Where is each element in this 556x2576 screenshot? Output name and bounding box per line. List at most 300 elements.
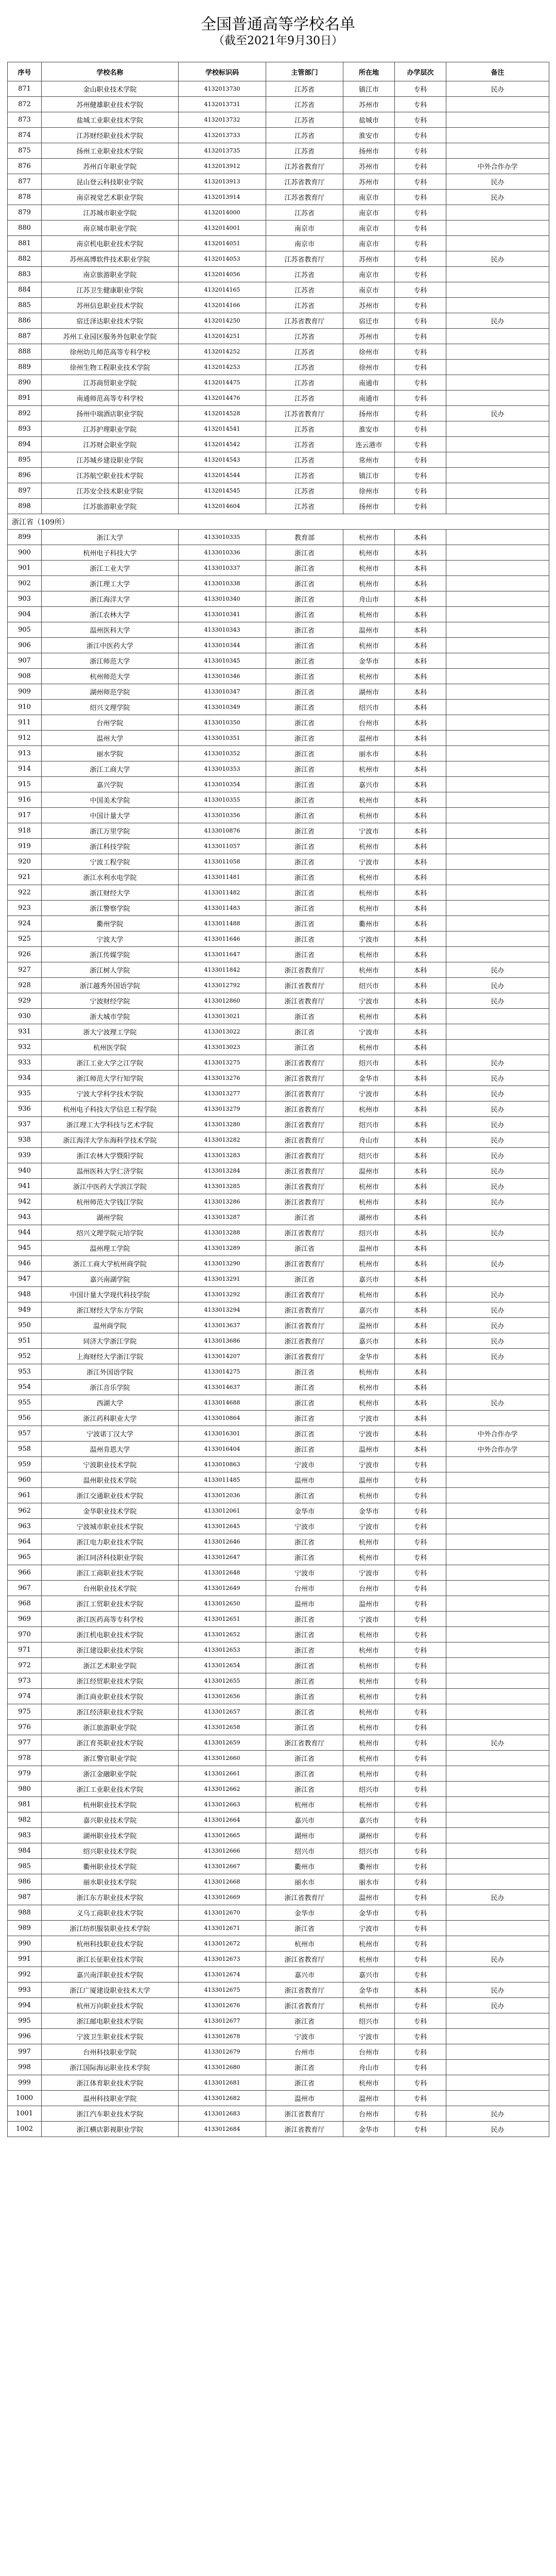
cell-level: 专科 (395, 1472, 446, 1488)
cell-level: 本科 (395, 1380, 446, 1395)
table-row (8, 344, 549, 360)
cell-location: 苏州市 (343, 97, 395, 112)
cell-location: 杭州市 (343, 962, 395, 978)
cell-location: 宁波市 (343, 993, 395, 1009)
table-row (8, 1101, 549, 1117)
cell-school-name: 上海财经大学浙江学院 (42, 1349, 179, 1364)
cell-school-code: 4133012647 (179, 1550, 266, 1565)
cell-school-name: 绍兴文理学院 (42, 700, 179, 715)
cell-authority: 温州市 (266, 1596, 343, 1612)
cell-school-name: 绍兴文理学院元培学院 (42, 1225, 179, 1241)
cell-authority: 浙江省 (266, 1550, 343, 1565)
cell-level: 专科 (395, 1967, 446, 1982)
cell-note: 民办 (446, 1225, 549, 1241)
table-row (8, 1179, 549, 1194)
cell-school-code: 4133012674 (179, 1967, 266, 1982)
cell-location: 杭州市 (343, 1797, 395, 1812)
cell-index: 878 (8, 190, 42, 205)
cell-index: 942 (8, 1194, 42, 1210)
cell-location: 嘉兴市 (343, 1812, 395, 1828)
cell-school-name: 江苏城乡建设职业学院 (42, 452, 179, 468)
table-row (8, 112, 549, 128)
cell-school-name: 浙江旅游职业学院 (42, 1720, 179, 1735)
cell-note (446, 1704, 549, 1720)
cell-school-code: 4133013287 (179, 1210, 266, 1225)
cell-location: 温州市 (343, 1442, 395, 1457)
cell-level: 专科 (395, 2122, 446, 2137)
cell-index: 886 (8, 313, 42, 329)
cell-level: 专科 (395, 406, 446, 421)
cell-location: 金华市 (343, 1071, 395, 1086)
cell-note (446, 1024, 549, 1040)
cell-authority: 江苏省 (266, 267, 343, 282)
cell-school-code: 4133012659 (179, 1735, 266, 1751)
cell-school-name: 浙江电力职业技术学院 (42, 1534, 179, 1550)
cell-level: 本科 (395, 1117, 446, 1132)
cell-school-name: 浙江工商职业技术学院 (42, 1565, 179, 1581)
table-row (8, 391, 549, 406)
cell-school-name: 浙江工商大学 (42, 761, 179, 777)
cell-location: 金华市 (343, 2122, 395, 2137)
cell-authority: 江苏省教育厅 (266, 251, 343, 267)
cell-school-code: 4133013276 (179, 1071, 266, 1086)
cell-level: 专科 (395, 97, 446, 112)
cell-location: 杭州市 (343, 2075, 395, 2091)
cell-school-name: 浙江建设职业技术学院 (42, 1642, 179, 1658)
cell-location: 杭州市 (343, 561, 395, 576)
cell-school-code: 4132014544 (179, 468, 266, 483)
cell-index: 918 (8, 823, 42, 839)
cell-location: 盐城市 (343, 112, 395, 128)
cell-location: 杭州市 (343, 1380, 395, 1395)
table-row (8, 1086, 549, 1101)
cell-authority: 南京市 (266, 236, 343, 251)
cell-note (446, 1241, 549, 1256)
cell-index: 941 (8, 1179, 42, 1194)
cell-school-code: 4133012036 (179, 1488, 266, 1503)
cell-school-code: 4132014250 (179, 313, 266, 329)
cell-school-code: 4133012646 (179, 1534, 266, 1550)
cell-level: 专科 (395, 2091, 446, 2106)
cell-authority: 浙江省教育厅 (266, 978, 343, 993)
cell-authority: 浙江省 (266, 870, 343, 885)
cell-level: 本科 (395, 1442, 446, 1457)
cell-level: 专科 (395, 1519, 446, 1534)
cell-authority: 浙江省 (266, 1534, 343, 1550)
cell-note (446, 870, 549, 885)
cell-index: 910 (8, 700, 42, 715)
cell-level: 本科 (395, 808, 446, 823)
cell-note: 民办 (446, 190, 549, 205)
table-row (8, 931, 549, 947)
cell-location: 徐州市 (343, 483, 395, 499)
cell-level: 专科 (395, 2013, 446, 2029)
cell-location: 绍兴市 (343, 1117, 395, 1132)
cell-authority: 浙江省 (266, 1210, 343, 1225)
cell-note (446, 1364, 549, 1380)
cell-index: 937 (8, 1117, 42, 1132)
cell-index: 889 (8, 360, 42, 375)
table-row (8, 561, 549, 576)
cell-authority: 浙江省 (266, 561, 343, 576)
cell-index: 963 (8, 1519, 42, 1534)
cell-school-code: 4133013289 (179, 1241, 266, 1256)
header-index: 序号 (8, 62, 42, 81)
cell-authority: 浙江省 (266, 1364, 343, 1380)
cell-index: 940 (8, 1163, 42, 1179)
cell-location: 绍兴市 (343, 1782, 395, 1797)
cell-authority: 江苏省 (266, 128, 343, 143)
cell-location: 苏州市 (343, 174, 395, 190)
cell-index: 986 (8, 1874, 42, 1890)
cell-level: 专科 (395, 1704, 446, 1720)
cell-location: 绍兴市 (343, 978, 395, 993)
cell-level: 本科 (395, 684, 446, 700)
cell-school-name: 台州科技职业学院 (42, 2044, 179, 2060)
cell-location: 杭州市 (343, 1009, 395, 1024)
cell-level: 本科 (395, 746, 446, 761)
cell-index: 913 (8, 746, 42, 761)
cell-authority: 江苏省 (266, 375, 343, 391)
cell-location: 南京市 (343, 267, 395, 282)
cell-school-code: 4133010349 (179, 700, 266, 715)
cell-school-name: 温州理工学院 (42, 1241, 179, 1256)
cell-note: 民办 (446, 1735, 549, 1751)
table-row (8, 1658, 549, 1673)
cell-index: 982 (8, 1812, 42, 1828)
cell-authority: 江苏省 (266, 112, 343, 128)
table-row (8, 1503, 549, 1519)
cell-school-name: 浙江财经大学东方学院 (42, 1302, 179, 1318)
cell-school-name: 苏州高博软件技术职业学院 (42, 251, 179, 267)
table-row (8, 684, 549, 700)
cell-index: 961 (8, 1488, 42, 1503)
cell-level: 专科 (395, 1658, 446, 1673)
cell-school-code: 4133012673 (179, 1952, 266, 1967)
cell-level: 专科 (395, 1627, 446, 1642)
cell-index: 953 (8, 1364, 42, 1380)
cell-note: 民办 (446, 1101, 549, 1117)
cell-level: 专科 (395, 360, 446, 375)
cell-school-code: 4132013731 (179, 97, 266, 112)
cell-index: 943 (8, 1210, 42, 1225)
cell-note (446, 823, 549, 839)
cell-index: 924 (8, 916, 42, 931)
cell-school-code: 4133012683 (179, 2106, 266, 2122)
cell-school-name: 江苏财会职业学院 (42, 437, 179, 452)
cell-note (446, 1009, 549, 1024)
cell-school-code: 4133010344 (179, 638, 266, 653)
table-row (8, 174, 549, 190)
cell-note (446, 1812, 549, 1828)
cell-note (446, 530, 549, 545)
cell-note (446, 931, 549, 947)
table-row (8, 468, 549, 483)
cell-level: 本科 (395, 638, 446, 653)
cell-location: 衢州市 (343, 916, 395, 931)
cell-authority: 浙江省 (266, 1612, 343, 1627)
cell-index: 881 (8, 236, 42, 251)
cell-index: 967 (8, 1581, 42, 1596)
cell-location: 舟山市 (343, 591, 395, 607)
table-row (8, 81, 549, 97)
cell-school-name: 丽水学院 (42, 746, 179, 761)
cell-school-name: 温州科技职业学院 (42, 2091, 179, 2106)
cell-index: 892 (8, 406, 42, 421)
cell-level: 本科 (395, 1086, 446, 1101)
cell-school-code: 4133012669 (179, 1890, 266, 1905)
cell-index: 971 (8, 1642, 42, 1658)
cell-school-name: 浙江理工大学 (42, 576, 179, 591)
cell-school-code: 4133012668 (179, 1874, 266, 1890)
cell-authority: 浙江省 (266, 839, 343, 854)
cell-index: 922 (8, 885, 42, 901)
cell-level: 本科 (395, 931, 446, 947)
cell-index: 903 (8, 591, 42, 607)
table-row (8, 421, 549, 437)
table-row (8, 1704, 549, 1720)
cell-index: 928 (8, 978, 42, 993)
table-row (8, 1210, 549, 1225)
table-row (8, 2106, 549, 2122)
cell-school-name: 浙江机电职业技术学院 (42, 1627, 179, 1642)
cell-level: 专科 (395, 159, 446, 174)
cell-location: 杭州市 (343, 1488, 395, 1503)
table-row (8, 1581, 549, 1596)
cell-location: 舟山市 (343, 1132, 395, 1148)
cell-authority: 浙江省教育厅 (266, 1055, 343, 1071)
cell-level: 本科 (395, 761, 446, 777)
cell-note (446, 1874, 549, 1890)
cell-authority: 江苏省教育厅 (266, 190, 343, 205)
cell-location: 温州市 (343, 1596, 395, 1612)
table-row (8, 901, 549, 916)
cell-index: 876 (8, 159, 42, 174)
cell-note (446, 2075, 549, 2091)
cell-authority: 江苏省 (266, 391, 343, 406)
cell-index: 931 (8, 1024, 42, 1040)
cell-school-code: 4133013285 (179, 1179, 266, 1194)
cell-index: 914 (8, 761, 42, 777)
cell-level: 专科 (395, 313, 446, 329)
cell-note (446, 1797, 549, 1812)
cell-school-name: 南京机电职业技术学院 (42, 236, 179, 251)
cell-index: 893 (8, 421, 42, 437)
table-body (8, 81, 549, 2137)
cell-school-name: 浙江工贸职业技术学院 (42, 1596, 179, 1612)
cell-school-name: 湖州职业技术学院 (42, 1828, 179, 1843)
cell-authority: 浙江省 (266, 1488, 343, 1503)
cell-location: 杭州市 (343, 901, 395, 916)
cell-school-code: 4133012675 (179, 1982, 266, 1998)
cell-authority: 浙江省 (266, 715, 343, 731)
cell-school-code: 4133010345 (179, 653, 266, 669)
cell-level: 专科 (395, 2075, 446, 2091)
table-row (8, 1318, 549, 1333)
cell-note: 中外合作办学 (446, 1426, 549, 1442)
cell-note (446, 622, 549, 638)
cell-index: 1000 (8, 2091, 42, 2106)
cell-level: 本科 (395, 1132, 446, 1148)
cell-school-name: 江苏商贸职业学院 (42, 375, 179, 391)
cell-note (446, 143, 549, 159)
cell-level: 本科 (395, 1071, 446, 1086)
cell-index: 962 (8, 1503, 42, 1519)
cell-location: 南京市 (343, 221, 395, 236)
cell-note (446, 2013, 549, 2029)
cell-school-name: 浙大宁波理工学院 (42, 1024, 179, 1040)
cell-location: 嘉兴市 (343, 1272, 395, 1287)
cell-authority: 浙江省 (266, 1040, 343, 1055)
cell-location: 宁波市 (343, 2029, 395, 2044)
cell-index: 879 (8, 205, 42, 221)
cell-level: 专科 (395, 1890, 446, 1905)
cell-authority: 浙江省 (266, 2013, 343, 2029)
table-row (8, 1612, 549, 1627)
cell-school-name: 中国计量大学 (42, 808, 179, 823)
cell-school-code: 4133016404 (179, 1442, 266, 1457)
table-row (8, 360, 549, 375)
cell-note (446, 916, 549, 931)
table-row (8, 761, 549, 777)
cell-authority: 浙江省教育厅 (266, 1194, 343, 1210)
cell-level: 专科 (395, 267, 446, 282)
table-row (8, 452, 549, 468)
cell-authority: 浙江省教育厅 (266, 1071, 343, 1086)
cell-note (446, 1782, 549, 1797)
cell-note: 民办 (446, 1179, 549, 1194)
cell-location: 金华市 (343, 1905, 395, 1921)
table-row (8, 1009, 549, 1024)
cell-school-name: 南京城市职业学院 (42, 221, 179, 236)
cell-school-name: 扬州工业职业技术学院 (42, 143, 179, 159)
cell-school-code: 4132014604 (179, 499, 266, 514)
cell-location: 南京市 (343, 282, 395, 298)
cell-location: 绍兴市 (343, 700, 395, 715)
cell-school-code: 4133012660 (179, 1751, 266, 1766)
cell-location: 镇江市 (343, 468, 395, 483)
cell-location: 徐州市 (343, 360, 395, 375)
cell-note (446, 1472, 549, 1488)
cell-authority: 浙江省教育厅 (266, 1349, 343, 1364)
cell-note (446, 282, 549, 298)
cell-location: 常州市 (343, 452, 395, 468)
cell-school-name: 昆山登云科技职业学院 (42, 174, 179, 190)
table-row (8, 1812, 549, 1828)
cell-location: 杭州市 (343, 839, 395, 854)
cell-location: 宁波市 (343, 854, 395, 870)
cell-authority: 浙江省 (266, 684, 343, 700)
cell-school-code: 4133013686 (179, 1333, 266, 1349)
cell-level: 本科 (395, 978, 446, 993)
cell-level: 专科 (395, 143, 446, 159)
cell-school-code: 4133012658 (179, 1720, 266, 1735)
table-row (8, 1148, 549, 1163)
cell-location: 南京市 (343, 205, 395, 221)
cell-index: 987 (8, 1890, 42, 1905)
cell-authority: 江苏省 (266, 452, 343, 468)
cell-school-code: 4132014528 (179, 406, 266, 421)
cell-authority: 浙江省 (266, 1380, 343, 1395)
cell-level: 专科 (395, 2106, 446, 2122)
cell-note (446, 1519, 549, 1534)
cell-school-name: 浙江水利水电学院 (42, 870, 179, 885)
cell-school-name: 南京旅游职业学院 (42, 267, 179, 282)
cell-note: 民办 (446, 962, 549, 978)
cell-note (446, 2060, 549, 2075)
cell-index: 887 (8, 329, 42, 344)
table-row (8, 1241, 549, 1256)
cell-note: 民办 (446, 1086, 549, 1101)
cell-school-name: 杭州职业技术学院 (42, 1797, 179, 1812)
cell-school-name: 浙江体育职业技术学院 (42, 2075, 179, 2091)
table-row (8, 715, 549, 731)
cell-note: 民办 (446, 1256, 549, 1272)
table-row (8, 870, 549, 885)
cell-level: 专科 (395, 1642, 446, 1658)
cell-school-name: 浙江国际海运职业技术学院 (42, 2060, 179, 2075)
cell-school-code: 4133012655 (179, 1673, 266, 1689)
cell-level: 专科 (395, 1534, 446, 1550)
cell-note: 民办 (446, 1194, 549, 1210)
table-row (8, 1040, 549, 1055)
cell-school-name: 西湖大学 (42, 1395, 179, 1411)
cell-note (446, 499, 549, 514)
cell-location: 杭州市 (343, 1101, 395, 1117)
cell-authority: 浙江省教育厅 (266, 1890, 343, 1905)
cell-school-name: 浙江广厦建设职业技术大学 (42, 1982, 179, 1998)
cell-location: 徐州市 (343, 344, 395, 360)
cell-location: 连云港市 (343, 437, 395, 452)
cell-level: 专科 (395, 1488, 446, 1503)
cell-level: 本科 (395, 962, 446, 978)
cell-note (446, 545, 549, 561)
cell-school-name: 浙江中医药大学 (42, 638, 179, 653)
cell-school-code: 4133010343 (179, 622, 266, 638)
table-row (8, 1859, 549, 1874)
cell-index: 908 (8, 669, 42, 684)
cell-school-name: 浙江交通职业技术学院 (42, 1488, 179, 1503)
cell-school-name: 徐州幼儿师范高等专科学校 (42, 344, 179, 360)
cell-school-code: 4133012684 (179, 2122, 266, 2137)
table-row (8, 483, 549, 499)
table-row (8, 406, 549, 421)
cell-school-code: 4132014476 (179, 391, 266, 406)
cell-school-name: 浙江药科职业大学 (42, 1411, 179, 1426)
cell-school-name: 杭州医学院 (42, 1040, 179, 1055)
cell-authority: 江苏省 (266, 360, 343, 375)
cell-level: 专科 (395, 468, 446, 483)
cell-authority: 台州市 (266, 1581, 343, 1596)
cell-index: 949 (8, 1302, 42, 1318)
cell-index: 996 (8, 2029, 42, 2044)
cell-level: 专科 (395, 391, 446, 406)
table-row (8, 2122, 549, 2137)
cell-location: 台州市 (343, 1581, 395, 1596)
cell-authority: 江苏省 (266, 437, 343, 452)
cell-school-name: 浙江外国语学院 (42, 1364, 179, 1380)
cell-location: 温州市 (343, 1241, 395, 1256)
cell-note: 民办 (446, 1349, 549, 1364)
cell-school-name: 江苏财经职业技术学院 (42, 128, 179, 143)
cell-location: 苏州市 (343, 298, 395, 313)
cell-level: 专科 (395, 375, 446, 391)
cell-note (446, 1642, 549, 1658)
cell-note: 民办 (446, 1163, 549, 1179)
cell-authority: 金华市 (266, 1503, 343, 1519)
cell-level: 本科 (395, 1225, 446, 1241)
cell-location: 宁波市 (343, 1519, 395, 1534)
